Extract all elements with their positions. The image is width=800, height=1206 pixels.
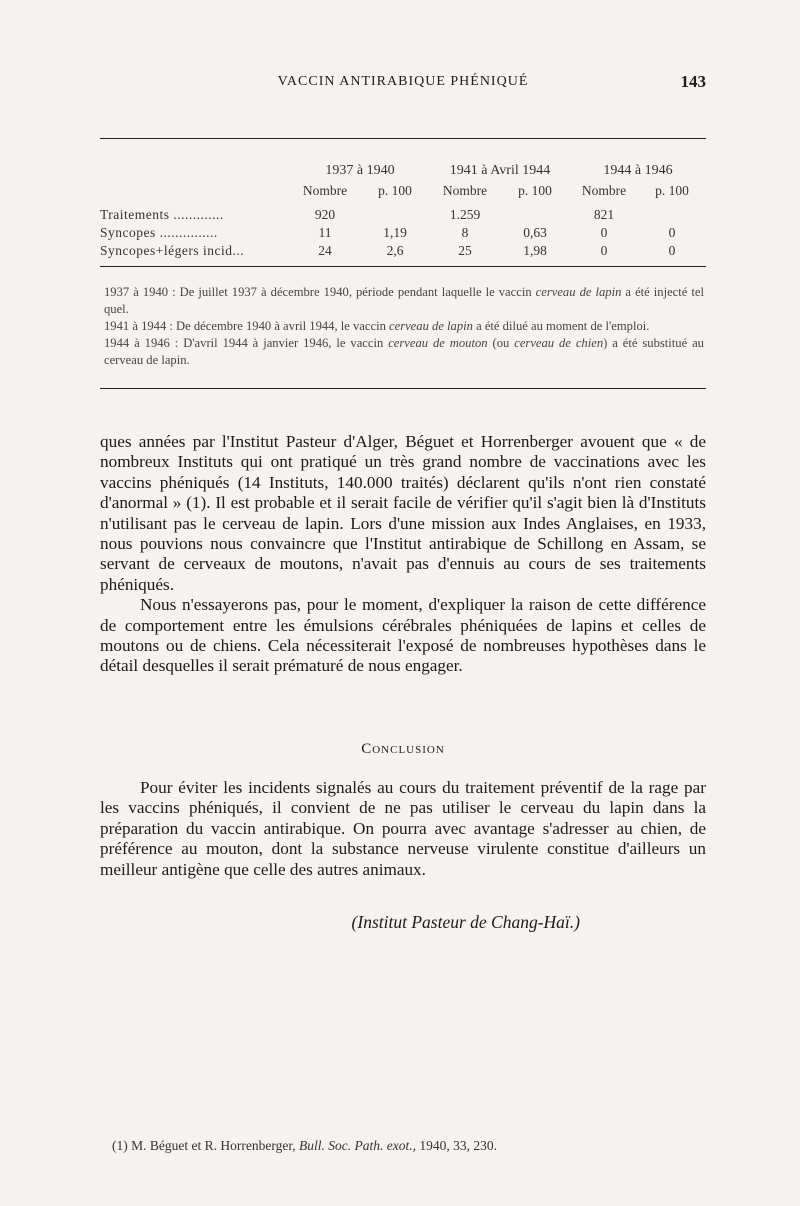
table-cell: 1,98: [523, 243, 547, 258]
table-cell: [360, 206, 430, 224]
body-text: [100, 432, 706, 677]
table-cell: 1,19: [383, 225, 407, 240]
table-note: 1944 à 1946 : D'avril 1944 à janvier 1946, le vaccin cerveau de mouton (ou cerveau de chien) a été substitué au cerveau de lapin.: [104, 336, 704, 367]
table-cell: 0: [668, 243, 676, 258]
notes-bottom-rule: [100, 388, 706, 389]
period-header: 1941 à Avril 1944: [449, 163, 551, 178]
table-bottom-rule: [100, 266, 706, 267]
section-title: Conclusion: [361, 741, 445, 757]
page-number: 143: [680, 72, 706, 91]
table-cell: 920: [314, 207, 336, 222]
column-header: p. 100: [378, 183, 412, 198]
table-row: [100, 242, 706, 260]
row-label: Syncopes ...............: [100, 225, 218, 240]
table-cell: [500, 206, 570, 224]
footnote: (1) M. Béguet et R. Horrenberger, Bull. Soc. Path. exot., 1940, 33, 230.: [112, 1138, 498, 1153]
paragraph: Pour éviter les incidents signalés au cours du traitement préventif de la rage par les vaccins phéniqués, il convient de ne pas utiliser le cerveau du lapin dans la préparation du vaccin antirabique. On pourra avec avantage s'adresser au chien, de préférence au mouton, dont la substance nerveuse virulente constitue d'ailleurs un meilleur antigène que celle des autres animaux.: [100, 778, 706, 879]
table-period-row: [100, 160, 706, 182]
table-cell: 0: [668, 225, 676, 240]
table-cell: 0: [600, 243, 608, 258]
paragraph: ques années par l'Institut Pasteur d'Alger, Béguet et Horrenberger avouent que « de nombreux Instituts qui ont pratiqué un très grand nombre de vaccinations avec les vaccins phéniqués (14 Instituts, 140.000 traités) déclarent qu'ils n'ont rien constaté d'anormal » (1). Il est probable et il serait facile de vérifier qu'il s'agit bien là d'Instituts n'utilisant pas le cerveau de lapin. Lors d'une mission aux Indes Anglaises, en 1933, nous pouvions nous convaincre que l'Institut antirabique de Schillong en Assam, se servant de cerveaux de moutons, n'avait pas d'ennuis au cours de ses traitements phéniqués.: [100, 432, 706, 594]
table-cell: 821: [593, 207, 615, 222]
column-header: p. 100: [655, 183, 689, 198]
column-header: p. 100: [518, 183, 552, 198]
running-head: [100, 72, 706, 94]
row-label: Syncopes+légers incid...: [100, 243, 245, 258]
column-header: Nombre: [442, 183, 488, 198]
conclusion-text: [100, 778, 706, 880]
row-label: Traitements .............: [100, 207, 224, 222]
running-title: VACCIN ANTIRABIQUE PHÉNIQUÉ: [277, 74, 529, 89]
table-cell: 8: [461, 225, 469, 240]
table-subheader-row: [100, 182, 706, 206]
table-cell: 0: [600, 225, 608, 240]
table-row: [100, 224, 706, 242]
paragraph: Nous n'essayerons pas, pour le moment, d'expliquer la raison de cette différence de comportement entre les émulsions cérébrales phéniquées de lapins et celles de moutons ou de chiens. Cela nécessiterait l'exposé de nombreuses hypothèses dans le détail desquelles il serait prématuré de nous engager.: [100, 595, 706, 676]
column-header: Nombre: [581, 183, 627, 198]
table-cell: 24: [318, 243, 332, 258]
table-cell: 0,63: [523, 225, 547, 240]
table-cell: [638, 206, 706, 224]
signature: (Institut Pasteur de Chang-Haï.): [351, 912, 580, 932]
table-cell: 1.259: [449, 207, 481, 222]
table-row: [100, 206, 706, 224]
table-top-rule: [100, 138, 706, 139]
column-header: Nombre: [302, 183, 348, 198]
table-cell: 25: [458, 243, 472, 258]
period-header: 1944 à 1946: [603, 163, 673, 178]
table-notes: [104, 284, 704, 369]
statistics-table: [100, 160, 706, 260]
period-header: 1937 à 1940: [325, 163, 395, 178]
table-note: 1937 à 1940 : De juillet 1937 à décembre 1940, période pendant laquelle le vaccin cerveau de lapin a été injecté tel quel.: [104, 285, 704, 316]
table-note: 1941 à 1944 : De décembre 1940 à avril 1944, le vaccin cerveau de lapin a été dilué au moment de l'emploi.: [104, 319, 650, 333]
table-cell: 2,6: [386, 243, 404, 258]
table-cell: 11: [318, 225, 332, 240]
